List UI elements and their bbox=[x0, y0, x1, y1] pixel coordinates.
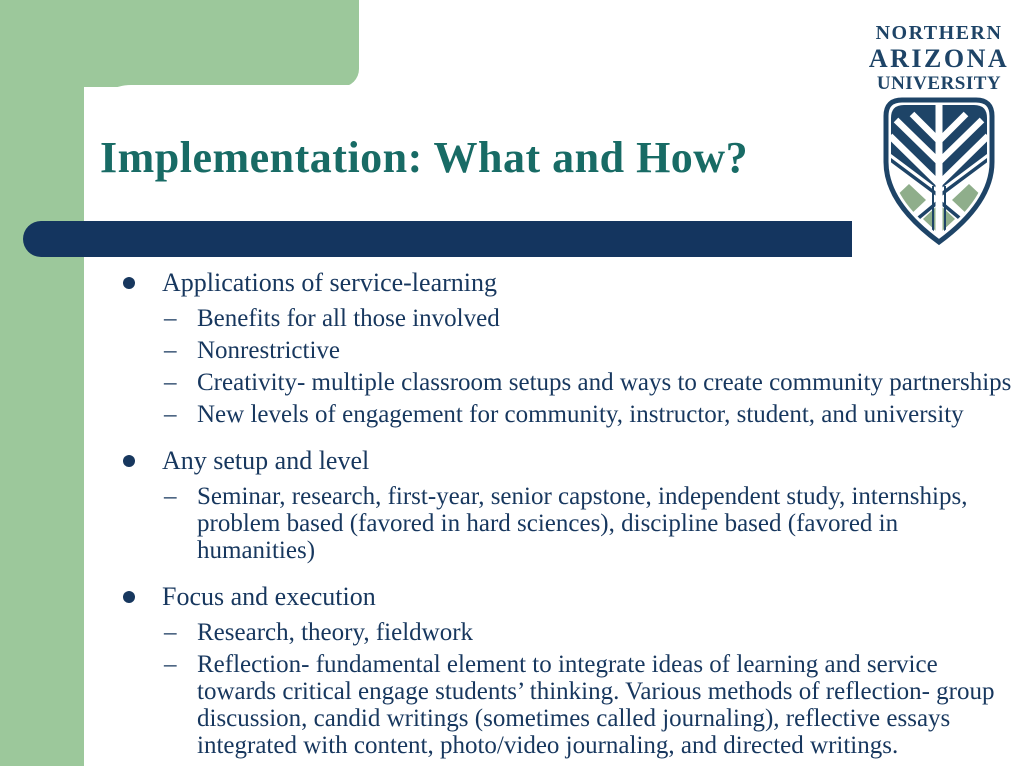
dash-marker-icon: – bbox=[164, 305, 177, 332]
dash-marker-icon: – bbox=[164, 369, 177, 396]
text-line: integrated with content, photo/video journaling, and directed writings. bbox=[197, 732, 899, 759]
bullet-text: Any setup and level bbox=[162, 446, 370, 475]
nau-shield-icon bbox=[876, 96, 1002, 246]
sub-bullet-text bbox=[197, 619, 473, 646]
nau-logo bbox=[868, 22, 1010, 246]
dash-marker-icon: – bbox=[164, 483, 177, 510]
sub-bullet-text bbox=[197, 401, 964, 428]
bullet-list bbox=[110, 266, 1012, 759]
dash-marker-icon: – bbox=[164, 401, 177, 428]
bullet-section bbox=[110, 266, 1012, 428]
bullet-section bbox=[110, 580, 1000, 759]
nau-logo-wordmark bbox=[868, 22, 1010, 95]
slide-title: Implementation: What and How? bbox=[100, 133, 749, 182]
text-line: Nonrestrictive bbox=[197, 337, 341, 364]
sub-bullet-item bbox=[110, 305, 1000, 332]
bullet-dot-icon bbox=[123, 455, 135, 467]
dash-marker-icon: – bbox=[164, 337, 177, 364]
sub-bullet-item bbox=[110, 483, 1000, 564]
bullet-dot-icon bbox=[123, 591, 135, 603]
sub-bullet-text bbox=[197, 305, 500, 332]
sub-bullet-text bbox=[197, 651, 995, 759]
sub-bullet-item bbox=[110, 401, 1000, 428]
text-line: problem based (favored in hard sciences), discipline based (favored in bbox=[197, 510, 899, 537]
bullet-text: Focus and execution bbox=[162, 582, 376, 611]
bullet-item bbox=[110, 266, 1000, 300]
dash-marker-icon: – bbox=[164, 619, 177, 646]
sub-bullet-item bbox=[110, 337, 1000, 364]
sub-bullet-text bbox=[197, 337, 340, 364]
dash-marker-icon: – bbox=[164, 651, 177, 678]
logo-line-northern: NORTHERN bbox=[875, 22, 1003, 44]
text-line: Research, theory, fieldwork bbox=[197, 619, 474, 646]
sub-bullet-item bbox=[110, 651, 1000, 759]
text-line: towards critical engage students’ thinking. Various methods of reflection- group bbox=[197, 678, 995, 705]
text-line: discussion, candid writings (sometimes called journaling), reflective essays bbox=[197, 705, 951, 732]
text-line: humanities) bbox=[197, 537, 316, 564]
bullet-dot-icon bbox=[123, 277, 135, 289]
text-line: Creativity- multiple classroom setups and ways to create community partnerships bbox=[197, 369, 1012, 396]
bullet-section bbox=[110, 444, 1000, 564]
text-line: New levels of engagement for community, instructor, student, and university bbox=[197, 401, 964, 428]
sub-bullet-text bbox=[197, 369, 1011, 396]
bullet-item bbox=[110, 580, 1000, 614]
text-line: Reflection- fundamental element to integrate ideas of learning and service bbox=[197, 651, 938, 678]
bullet-item bbox=[110, 444, 1000, 478]
sub-bullet-text bbox=[197, 483, 967, 564]
text-line: Seminar, research, first-year, senior capstone, independent study, internships, bbox=[197, 483, 968, 510]
title-divider-bar bbox=[23, 221, 852, 257]
logo-line-arizona: ARIZONA bbox=[868, 44, 1010, 73]
sub-bullet-item bbox=[110, 369, 1012, 396]
text-line: Benefits for all those involved bbox=[197, 305, 500, 332]
bullet-text: Applications of service-learning bbox=[162, 268, 497, 297]
logo-line-university: UNIVERSITY bbox=[876, 73, 1002, 94]
sub-bullet-item bbox=[110, 619, 1000, 646]
green-left-strip bbox=[0, 0, 84, 766]
